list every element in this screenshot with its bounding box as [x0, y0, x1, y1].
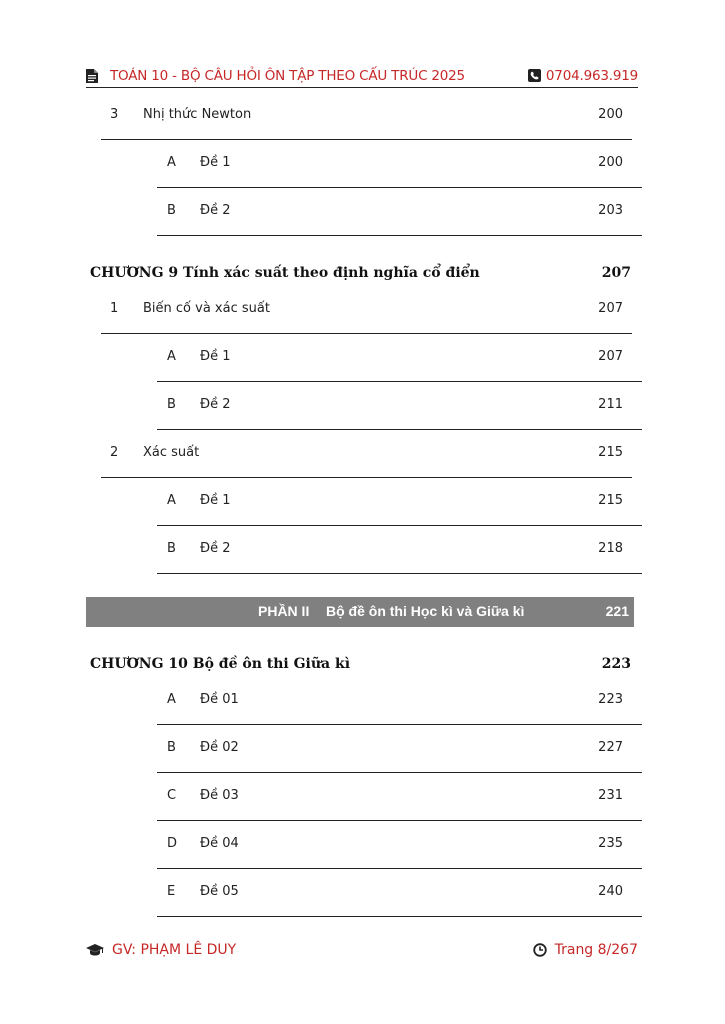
item-title: Đề 1	[200, 493, 231, 508]
item-title: Đề 02	[200, 740, 239, 755]
item-letter: E	[167, 884, 176, 899]
footer-page-label: Trang 8/267	[554, 942, 638, 958]
item-letter: B	[167, 541, 176, 556]
section-page: 207	[598, 301, 623, 316]
item-title: Đề 04	[200, 836, 239, 851]
section-title: Nhị thức Newton	[143, 107, 252, 122]
item-page: 207	[598, 349, 623, 364]
item-letter: A	[167, 692, 176, 707]
section-title: Biến cố và xác suất	[143, 301, 270, 316]
divider	[157, 381, 642, 382]
toc-item[interactable]	[157, 397, 623, 417]
toc-item[interactable]	[157, 493, 623, 513]
item-title: Đề 03	[200, 788, 239, 803]
item-letter: B	[167, 397, 176, 412]
toc-item[interactable]	[157, 692, 623, 712]
divider	[157, 525, 642, 526]
page-header	[86, 66, 638, 88]
toc-section[interactable]	[101, 107, 623, 127]
item-page: 223	[598, 692, 623, 707]
item-title: Đề 05	[200, 884, 239, 899]
chapter-title: CHƯƠNG 10 Bộ đề ôn thi Giữa kì	[90, 656, 351, 672]
divider	[157, 916, 642, 917]
clock-icon	[533, 943, 547, 957]
toc-item[interactable]	[157, 884, 623, 904]
section-number: 2	[110, 445, 119, 460]
toc-item[interactable]	[157, 740, 623, 760]
divider	[157, 868, 642, 869]
item-letter: A	[167, 493, 176, 508]
item-page: 203	[598, 203, 623, 218]
chapter-heading[interactable]	[90, 265, 631, 285]
toc-item[interactable]	[157, 541, 623, 561]
document-icon	[86, 69, 100, 83]
item-letter: C	[167, 788, 177, 803]
part-page: 221	[605, 603, 629, 619]
graduation-cap-icon	[86, 943, 104, 957]
item-title: Đề 1	[200, 155, 231, 170]
divider	[101, 333, 632, 334]
section-number: 3	[110, 107, 119, 122]
toc-item[interactable]	[157, 155, 623, 175]
item-page: 227	[598, 740, 623, 755]
divider	[101, 139, 632, 140]
item-page: 218	[598, 541, 623, 556]
item-page: 235	[598, 836, 623, 851]
divider	[157, 772, 642, 773]
item-page: 211	[598, 397, 623, 412]
toc-item[interactable]	[157, 349, 623, 369]
item-page: 200	[598, 155, 623, 170]
header-title: TOÁN 10 - BỘ CÂU HỎI ÔN TẬP THEO CẤU TRÚC 2025	[110, 68, 465, 84]
chapter-page: 207	[601, 265, 631, 281]
item-title: Đề 1	[200, 349, 231, 364]
divider	[157, 187, 642, 188]
chapter-title: CHƯƠNG 9 Tính xác suất theo định nghĩa cổ điển	[90, 265, 480, 281]
divider	[157, 235, 642, 236]
chapter-page: 223	[601, 656, 631, 672]
toc-item[interactable]	[157, 836, 623, 856]
divider	[157, 724, 642, 725]
phone-icon	[528, 69, 542, 83]
part-label: PHẦN II	[258, 603, 310, 619]
item-letter: B	[167, 740, 176, 755]
item-page: 215	[598, 493, 623, 508]
item-letter: D	[167, 836, 178, 851]
section-number: 1	[110, 301, 119, 316]
item-title: Đề 2	[200, 541, 231, 556]
divider	[101, 477, 632, 478]
chapter-heading[interactable]	[90, 656, 631, 676]
item-title: Đề 01	[200, 692, 239, 707]
item-letter: A	[167, 155, 176, 170]
toc-section[interactable]	[101, 301, 623, 321]
toc-item[interactable]	[157, 203, 623, 223]
item-letter: A	[167, 349, 176, 364]
item-page: 231	[598, 788, 623, 803]
item-title: Đề 2	[200, 203, 231, 218]
part-title: Bộ đề ôn thi Học kì và Giữa kì	[326, 603, 525, 619]
toc-section[interactable]	[101, 445, 623, 465]
footer-author: GV: PHẠM LÊ DUY	[112, 942, 237, 958]
section-page: 215	[598, 445, 623, 460]
divider	[157, 429, 642, 430]
page-footer	[86, 942, 638, 962]
divider	[157, 573, 642, 574]
item-letter: B	[167, 203, 176, 218]
item-title: Đề 2	[200, 397, 231, 412]
section-title: Xác suất	[143, 445, 200, 460]
divider	[157, 820, 642, 821]
header-phone: 0704.963.919	[545, 68, 638, 84]
part-heading[interactable]	[86, 597, 634, 627]
item-page: 240	[598, 884, 623, 899]
toc-item[interactable]	[157, 788, 623, 808]
section-page: 200	[598, 107, 623, 122]
